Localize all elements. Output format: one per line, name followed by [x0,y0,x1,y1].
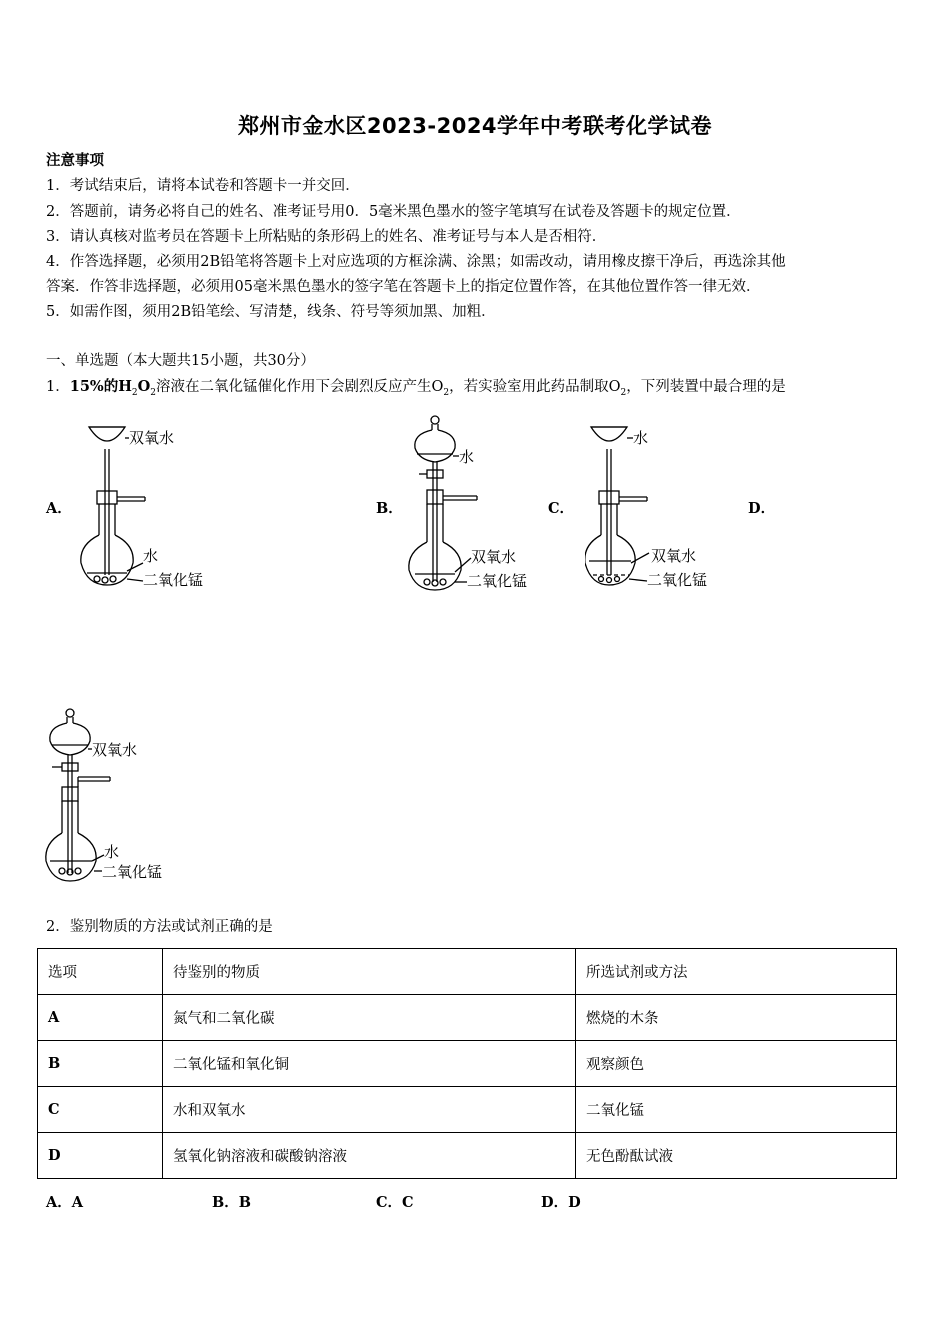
table-row [38,1087,897,1133]
figure-a-label-mid: 水 [143,547,159,565]
table-cell: A [38,995,163,1041]
figure-b-label-mid: 双氧水 [471,548,517,566]
figure-a-label-bottom: 二氧化锰 [143,571,204,589]
table-header-cell: 待鉴别的物质 [163,949,576,995]
table-header-cell: 所选试剂或方法 [576,949,897,995]
figure-b-label-top: 水 [459,448,475,466]
table-row [38,1133,897,1179]
q2-stem: 2．鉴别物质的方法或试剂正确的是 [46,919,273,935]
table-cell: 氢氧化钠溶液和碳酸钠溶液 [163,1133,576,1179]
notice-item-2: 2．答题前，请务必将自己的姓名、准考证号用0．5毫米黑色墨水的签字笔填写在试卷及答题卡的规定位置． [46,204,741,220]
figure-d-label-mid: 水 [104,843,120,861]
q1-option-c[interactable]: C． [548,500,575,517]
notice-heading: 注意事项 [46,152,104,169]
notice-item-1: 1．考试结束后，请将本试卷和答题卡一并交回． [46,178,360,194]
q2-option-d[interactable]: D．D [541,1194,581,1211]
apparatus-c-figure [585,415,735,590]
notice-item-4-cont: 答案．作答非选择题，必须用05毫米黑色墨水的签字笔在答题卡上的指定位置作答，在其他位置作答一律无效． [46,279,761,295]
table-cell: 无色酚酞试液 [576,1133,897,1179]
notice-item-5: 5．如需作图，须用2B铅笔绘、写清楚，线条、符号等须加黑、加粗． [46,304,496,320]
section-heading: 一、单选题（本大题共15小题，共30分） [46,353,315,369]
figure-d-label-top: 双氧水 [92,741,138,759]
q2-option-b[interactable]: B．B [212,1194,252,1211]
q2-option-a[interactable]: A．A [46,1194,84,1211]
figure-b-label-bottom: 二氧化锰 [467,572,528,590]
page-title: 郑州市金水区2023-2024学年中考联考化学试卷 [237,114,713,138]
notice-item-3: 3．请认真核对监考员在答题卡上所粘贴的条形码上的姓名、准考证号与本人是否相符． [46,229,607,245]
figure-a-label-top: 双氧水 [129,429,175,447]
table-header-row [38,949,897,995]
figure-d-label-bottom: 二氧化锰 [102,863,163,881]
notice-item-4: 4．作答选择题，必须用2B铅笔将答题卡上对应选项的方框涂满、涂黑；如需改动，请用橡皮擦干净后，再选涂其他 [46,254,786,270]
table-cell: C [38,1087,163,1133]
table-row [38,1041,897,1087]
table-cell: 氮气和二氧化碳 [163,995,576,1041]
table-cell: 二氧化锰 [576,1087,897,1133]
q1-option-a[interactable]: A． [46,500,72,517]
apparatus-d-figure [42,705,192,885]
table-cell: D [38,1133,163,1179]
table-header-cell: 选项 [38,949,163,995]
q1-option-b[interactable]: B． [376,500,403,517]
table-row [38,995,897,1041]
figure-c-label-mid: 双氧水 [651,547,697,565]
table-cell: 燃烧的木条 [576,995,897,1041]
q1-stem: 1．15%的$H_2O_2$溶液在二氧化锰催化作用下会剧烈反应产生$O_2$，若实验室用此药品制取$O_2$，下列装置中最合理的是 [46,378,786,398]
q1-option-d[interactable]: D． [748,500,776,517]
q2-option-c[interactable]: C．C [376,1194,414,1211]
figure-c-label-bottom: 二氧化锰 [647,571,708,589]
table-cell: B [38,1041,163,1087]
apparatus-b-figure [405,412,555,592]
apparatus-a-figure [75,415,225,590]
figure-c-label-top: 水 [633,429,649,447]
q2-table [37,948,897,1179]
table-cell: 二氧化锰和氧化铜 [163,1041,576,1087]
table-cell: 水和双氧水 [163,1087,576,1133]
table-cell: 观察颜色 [576,1041,897,1087]
